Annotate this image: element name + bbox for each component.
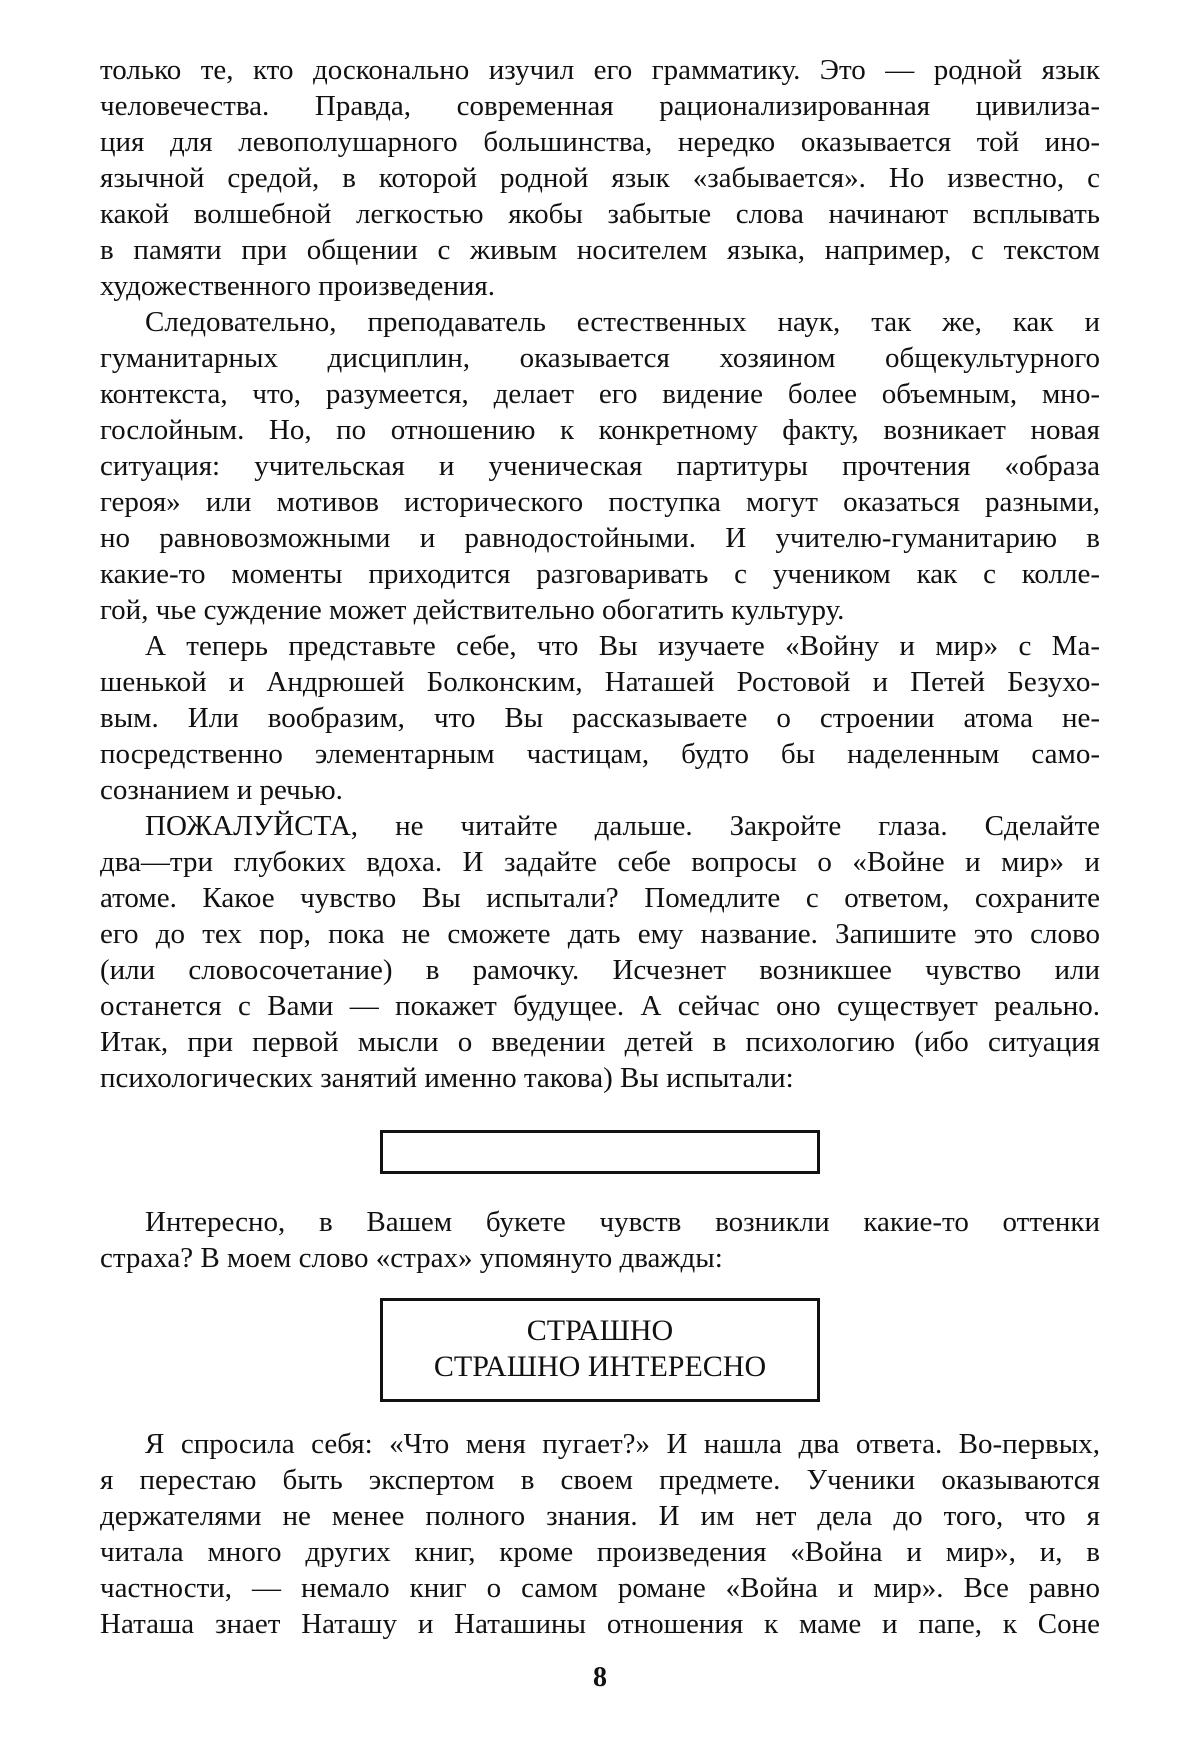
- text-line: ПОЖАЛУЙСТА, не читайте дальше. Закройте глаза. Сделайте: [100, 808, 1100, 844]
- text-line: гослойным. Но, по отношению к конкретному факту, возникает новая: [100, 412, 1100, 448]
- text-line: атоме. Какое чувство Вы испытали? Помедлите с ответом, сохраните: [100, 880, 1100, 916]
- text-line: (или словосочетание) в рамочку. Исчезнет возникшее чувство или: [100, 952, 1100, 988]
- text-line: его до тех пор, пока не сможете дать ему название. Запишите это слово: [100, 916, 1100, 952]
- text-line: героя» или мотивов исторического поступка могут оказаться разными,: [100, 484, 1100, 520]
- text-line: психологических занятий именно такова) Вы испытали:: [100, 1060, 1100, 1096]
- text-line: частности, — немало книг о самом романе «Война и мир». Все равно: [100, 1570, 1100, 1606]
- text-line: вым. Или вообразим, что Вы рассказываете о строении атома не-: [100, 700, 1100, 736]
- text-line: ция для левополушарного большинства, нередко оказывается той ино-: [100, 124, 1100, 160]
- final-paragraph: [100, 1426, 1100, 1642]
- text-line: я перестаю быть экспертом в своем предмете. Ученики оказываются: [100, 1462, 1100, 1498]
- text-line: останется с Вами — покажет будущее. А сейчас оно существует реально.: [100, 988, 1100, 1024]
- paragraph-2: [100, 304, 1100, 628]
- text-line: но равновозможными и равнодостойными. И учителю-гуманитарию в: [100, 520, 1100, 556]
- text-line: в памяти при общении с живым носителем языка, например, с текстом: [100, 232, 1100, 268]
- text-line: сознанием и речью.: [100, 772, 1100, 808]
- text-line: шенькой и Андрюшей Болконским, Наташей Ростовой и Петей Безухо-: [100, 664, 1100, 700]
- text-line: какой волшебной легкостью якобы забытые слова начинают всплывать: [100, 196, 1100, 232]
- paragraph-1: [100, 52, 1100, 304]
- page-number: 8: [0, 1662, 1200, 1694]
- paragraph-3: [100, 628, 1100, 808]
- text-line: какие-то моменты приходится разговаривать с учеником как с колле-: [100, 556, 1100, 592]
- filled-answer-box: [380, 1298, 820, 1402]
- text-line: только те, кто досконально изучил его грамматику. Это — родной язык: [100, 52, 1100, 88]
- text-line: художественного произведения.: [100, 268, 1100, 304]
- page-body: [100, 52, 1100, 1642]
- text-line: А теперь представьте себе, что Вы изучаете «Войну и мир» с Ма-: [100, 628, 1100, 664]
- text-line: человечества. Правда, современная рационализированная цивилиза-: [100, 88, 1100, 124]
- text-line: ситуация: учительская и ученическая партитуры прочтения «образа: [100, 448, 1100, 484]
- answer-line-1: СТРАШНО: [383, 1313, 817, 1349]
- text-line: держателями не менее полного знания. И им нет дела до того, что я: [100, 1498, 1100, 1534]
- text-line: Интересно, в Вашем букете чувств возникли какие-то оттенки: [100, 1204, 1100, 1240]
- empty-answer-box: [380, 1130, 820, 1174]
- text-line: страха? В моем слово «страх» упомянуто дважды:: [100, 1240, 1100, 1276]
- paragraph-4: [100, 808, 1100, 1096]
- middle-paragraph: [100, 1204, 1100, 1276]
- text-line: язычной средой, в которой родной язык «забывается». Но известно, с: [100, 160, 1100, 196]
- text-line: Наташа знает Наташу и Наташины отношения к маме и папе, к Соне: [100, 1606, 1100, 1642]
- text-line: Я спросила себя: «Что меня пугает?» И нашла два ответа. Во-первых,: [100, 1426, 1100, 1462]
- text-line: читала много других книг, кроме произведения «Война и мир», и, в: [100, 1534, 1100, 1570]
- text-line: гуманитарных дисциплин, оказывается хозяином общекультурного: [100, 340, 1100, 376]
- text-line: посредственно элементарным частицам, будто бы наделенным само-: [100, 736, 1100, 772]
- text-line: контекста, что, разумеется, делает его видение более объемным, мно-: [100, 376, 1100, 412]
- text-line: два—три глубоких вдоха. И задайте себе вопросы о «Войне и мир» и: [100, 844, 1100, 880]
- answer-line-2: СТРАШНО ИНТЕРЕСНО: [383, 1349, 817, 1385]
- text-line: Следовательно, преподаватель естественных наук, так же, как и: [100, 304, 1100, 340]
- text-line: Итак, при первой мысли о введении детей в психологию (ибо ситуация: [100, 1024, 1100, 1060]
- text-line: гой, чье суждение может действительно обогатить культуру.: [100, 592, 1100, 628]
